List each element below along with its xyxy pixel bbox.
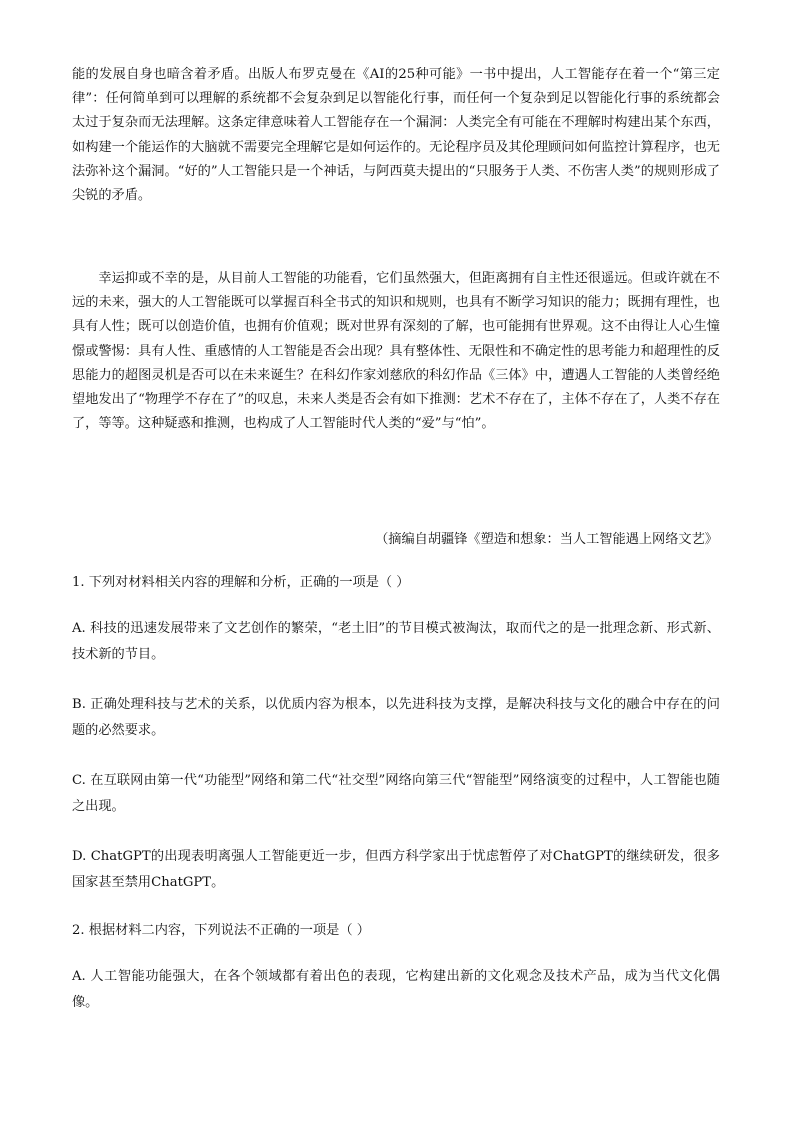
question-1-option-c: C. 在互联网由第一代“功能型”网络和第二代“社交型”网络向第三代“智能型”网络演变的过程中，人工智能也随之出现。 xyxy=(72,773,720,814)
question-2-option-a: A. 人工智能功能强大，在各个领域都有着出色的表现，它构建出新的文化观念及技术产品，成为当代文化偶像。 xyxy=(72,969,720,1010)
question-1-option-b: B. 正确处理科技与艺术的关系，以优质内容为根本，以先进科技为支撑，是解决科技与文化的融合中存在的问题的必然要求。 xyxy=(72,697,720,738)
passage-paragraph-1: 能的发展自身也暗含着矛盾。出版人布罗克曼在《AI的25种可能》一书中提出，人工智能存在着一个“第三定律”：任何简单到可以理解的系统都不会复杂到足以智能化行事，而任何一个复杂到足以智能化行事的系统都会太过于复杂而无法理解。这条定律意味着人工智能存在一个漏洞：人类完全有可能在不理解时构建出某个东西，如构建一个能运作的大脑就不需要完全理解它是如何运作的。无论程序员及其伦理顾问如何监控计算程序，也无法弥补这个漏洞。“好的”人工智能只是一个神话，与阿西莫夫提出的“只服务于人类、不伤害人类”的规则形成了尖锐的矛盾。 xyxy=(72,67,720,204)
question-1-option-a: A. 科技的迅速发展带来了文艺创作的繁荣，“老土旧”的节目模式被淘汰，取而代之的是一批理念新、形式新、技术新的节目。 xyxy=(72,621,720,662)
source-citation: （摘编自胡疆锋《塑造和想象：当人工智能遇上网络文艺》 xyxy=(375,532,718,547)
question-1-stem: 1. 下列对材料相关内容的理解和分析，正确的一项是（ ） xyxy=(72,575,410,590)
question-2-stem: 2. 根据材料二内容，下列说法不正确的一项是（ ） xyxy=(72,923,370,938)
passage-paragraph-2: 幸运抑或不幸的是，从目前人工智能的功能看，它们虽然强大，但距离拥有自主性还很遥远。但或许就在不远的未来，强大的人工智能既可以掌握百科全书式的知识和规则，也具有不断学习知识的能力；既拥有理性，也具有人性；既可以创造价值，也拥有价值观；既对世界有深刻的了解，也可能拥有世界观。这不由得让人心生憧憬或警惕：具有人性、重感情的人工智能是否会出现？具有整体性、无限性和不确定性的思考能力和超理性的反思能力的超图灵机是否可以在未来诞生？在科幻作家刘慈欣的科幻作品《三体》中，遭遇人工智能的人类曾经绝望地发出了“物理学不存在了”的叹息，未来人类是否会有如下推测：艺术不存在了，主体不存在了，人类不存在了，等等。这种疑惑和推测，也构成了人工智能时代人类的“爱”与“怕”。 xyxy=(72,271,720,432)
question-1-option-d: D. ChatGPT的出现表明离强人工智能更近一步，但西方科学家出于忧虑暂停了对ChatGPT的继续研发，很多国家甚至禁用ChatGPT。 xyxy=(72,849,720,890)
